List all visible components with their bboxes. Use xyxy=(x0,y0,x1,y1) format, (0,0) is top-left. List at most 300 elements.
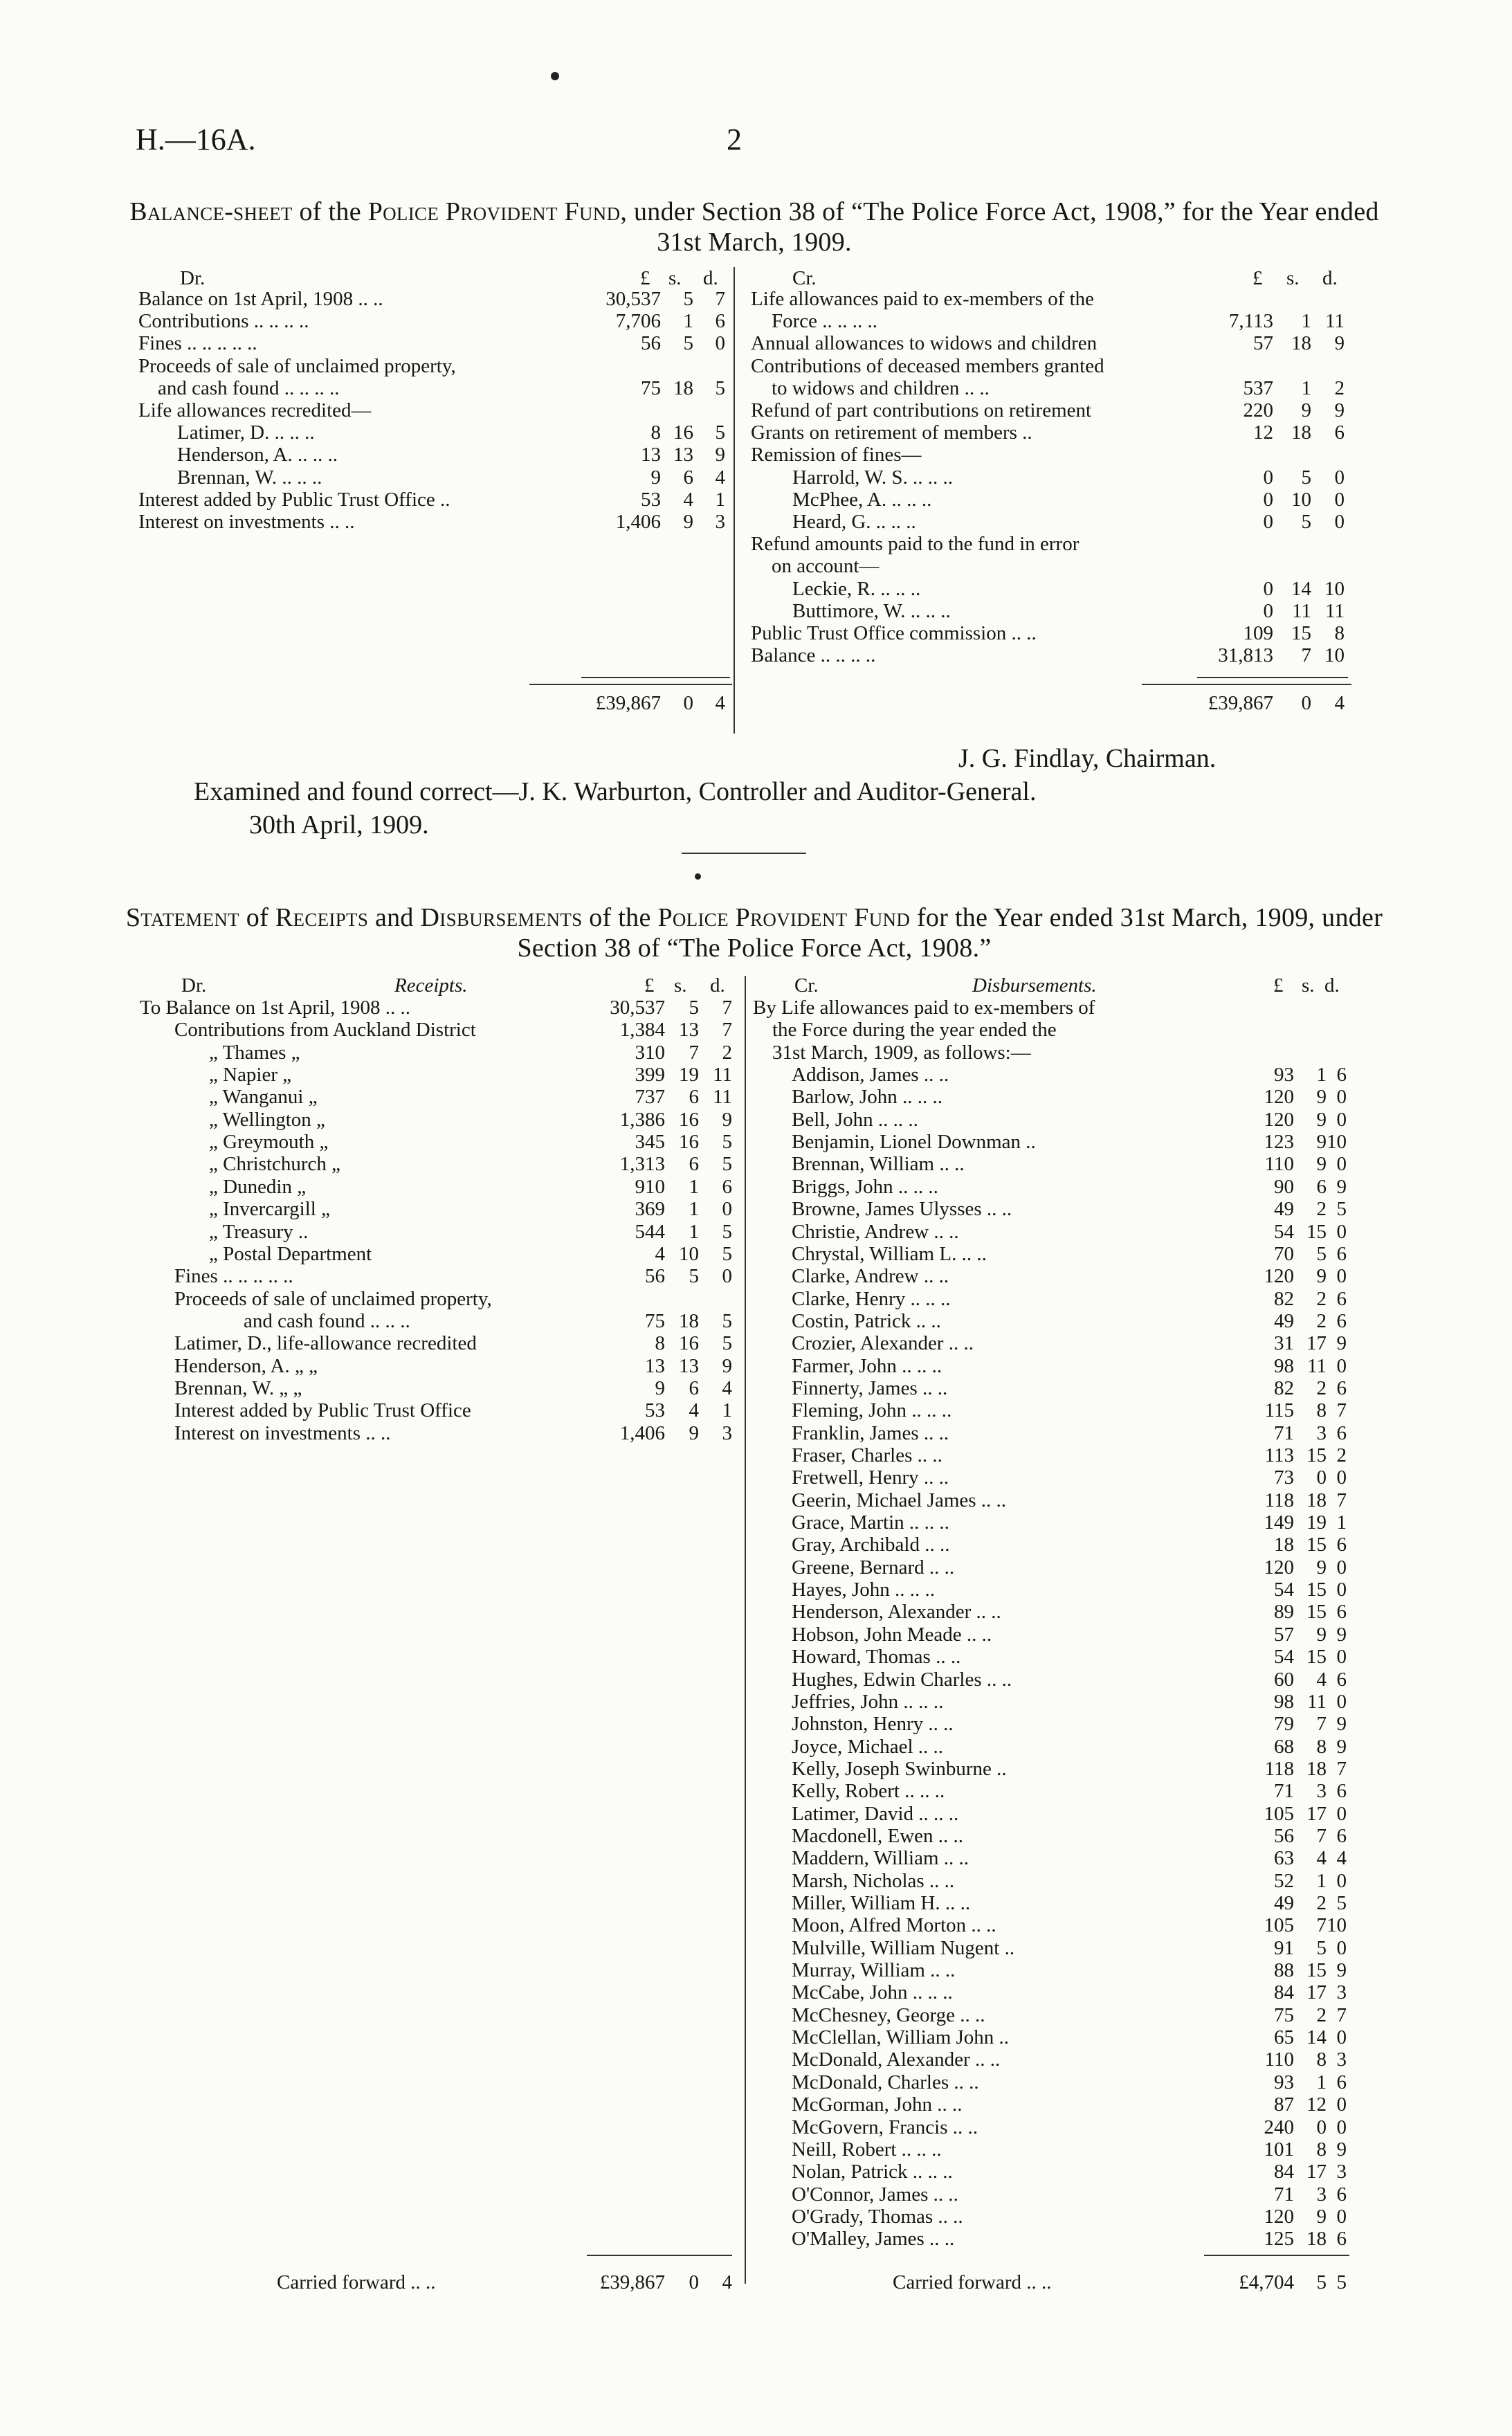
amount-shillings: 1 xyxy=(689,1220,699,1243)
amount-shillings: 9 xyxy=(683,511,693,533)
row-label: Latimer, D. .. .. .. xyxy=(177,421,315,444)
balance-sheet-title xyxy=(111,197,1398,257)
amount-pounds: 49 xyxy=(1274,1892,1294,1914)
amount-shillings: 19 xyxy=(679,1064,699,1087)
amount-shillings: 2 xyxy=(1316,1376,1327,1399)
amount-shillings: 11 xyxy=(1307,1354,1327,1377)
row-label: Brennan, W. .. .. .. xyxy=(177,466,322,489)
amount-pounds: 98 xyxy=(1274,1690,1294,1713)
amount-shillings: 8 xyxy=(1316,1735,1327,1758)
row-label: McCabe, John .. .. .. xyxy=(792,1981,953,2004)
ledger-row xyxy=(0,1176,1512,1198)
row-label: „ Invercargill „ xyxy=(209,1198,330,1221)
amount-pence: 9 xyxy=(1334,332,1345,355)
ledger-row xyxy=(0,1086,1512,1108)
row-label: Fleming, John .. .. .. xyxy=(792,1399,952,1422)
currency-pounds: £ xyxy=(640,267,650,289)
row-label: Johnston, Henry .. .. xyxy=(792,1713,954,1736)
amount-pence: 5 xyxy=(722,1153,732,1176)
amount-shillings: 4 xyxy=(683,488,693,511)
carried-forward-pence: 4 xyxy=(722,2271,732,2293)
amount-pounds: 71 xyxy=(1274,1421,1294,1444)
ledger-row xyxy=(0,377,1512,399)
row-label: McDonald, Charles .. .. xyxy=(792,2071,979,2093)
amount-pounds: 0 xyxy=(1263,488,1273,511)
amount-pence: 0 xyxy=(1336,1265,1347,1288)
amount-pounds: 105 xyxy=(1264,1802,1294,1825)
carried-forward-shillings: 5 xyxy=(1316,2271,1327,2293)
row-label: McClellan, William John .. xyxy=(792,2026,1010,2049)
row-label: McPhee, A. .. .. .. xyxy=(792,488,932,511)
amount-pence: 6 xyxy=(1336,2183,1347,2206)
row-label: Miller, William H. .. .. xyxy=(792,1892,971,1914)
amount-pence: 0 xyxy=(1334,488,1345,511)
amount-pence: 6 xyxy=(1334,421,1345,444)
amount-pounds: 105 xyxy=(1264,1914,1294,1937)
row-label: Harrold, W. S. .. .. .. xyxy=(792,466,953,489)
amount-pence: 6 xyxy=(1336,1824,1347,1847)
amount-pounds: 53 xyxy=(645,1399,665,1422)
amount-shillings: 11 xyxy=(1292,599,1311,622)
amount-pounds: 75 xyxy=(641,376,661,399)
amount-pounds: 113 xyxy=(1264,1444,1294,1466)
ledger-row xyxy=(0,1937,1512,1959)
amount-pence: 0 xyxy=(722,1265,732,1288)
amount-pounds: 369 xyxy=(635,1198,665,1221)
amount-shillings: 9 xyxy=(1316,1086,1327,1109)
carried-forward-shillings: 0 xyxy=(689,2271,699,2293)
row-label: Force .. .. .. .. xyxy=(772,310,878,333)
row-label: Fines .. .. .. .. .. xyxy=(138,332,257,355)
title-word: Balance-sheet xyxy=(129,197,293,226)
amount-pence: 5 xyxy=(722,1220,732,1243)
amount-pounds: 7,113 xyxy=(1228,310,1273,333)
ledger-row xyxy=(0,2093,1512,2116)
ledger-row xyxy=(0,1959,1512,1981)
ledger-row xyxy=(0,444,1512,466)
currency-pounds: £ xyxy=(1273,974,1284,997)
amount-pounds: 0 xyxy=(1263,599,1273,622)
amount-pence: 10 xyxy=(1327,1914,1347,1937)
title-word: and xyxy=(374,903,414,932)
amount-shillings: 17 xyxy=(1306,1802,1327,1825)
amount-shillings: 16 xyxy=(673,421,693,444)
amount-shillings: 4 xyxy=(1316,1668,1327,1691)
examined-statement: Examined and found correct—J. K. Warburton, Controller and Auditor-General. xyxy=(194,777,1037,806)
row-label: Farmer, John .. .. .. xyxy=(792,1354,942,1377)
currency-pence: d. xyxy=(703,267,718,289)
side-label: Cr. xyxy=(794,974,819,997)
amount-pence: 0 xyxy=(1336,1108,1347,1131)
row-label: McGovern, Francis .. .. xyxy=(792,2116,978,2138)
currency-shillings: s. xyxy=(668,267,682,289)
amount-shillings: 15 xyxy=(1306,1646,1327,1669)
chairman-signature: J. G. Findlay, Chairman. xyxy=(958,744,1217,773)
subtotal-rule xyxy=(587,2255,732,2256)
row-label: on account— xyxy=(772,555,880,578)
amount-pence: 3 xyxy=(715,511,725,533)
amount-pounds: 120 xyxy=(1264,1556,1294,1579)
amount-shillings: 3 xyxy=(1316,1780,1327,1803)
amount-shillings: 8 xyxy=(1316,2048,1327,2071)
ledger-row xyxy=(0,2071,1512,2093)
ledger-row xyxy=(0,2161,1512,2183)
amount-shillings: 14 xyxy=(1291,577,1311,600)
row-label: „ Wellington „ xyxy=(209,1108,325,1131)
title-word: of xyxy=(246,903,269,932)
amount-pence: 6 xyxy=(1336,1534,1347,1556)
title-word: , under Section 38 of “The Police Force Act, 1908,” for the Year ended 31st March, 1909. xyxy=(620,197,1379,257)
amount-shillings: 18 xyxy=(1306,1489,1327,1511)
amount-pounds: 220 xyxy=(1243,399,1273,421)
amount-pence: 0 xyxy=(722,1198,732,1221)
ledger-row xyxy=(0,1131,1512,1153)
row-label: „ Postal Department xyxy=(209,1242,372,1265)
amount-pence: 3 xyxy=(1336,2048,1347,2071)
row-label: Browne, James Ulysses .. .. xyxy=(792,1198,1012,1221)
amount-pence: 5 xyxy=(722,1242,732,1265)
row-label: Balance .. .. .. .. xyxy=(751,644,876,667)
amount-pence: 7 xyxy=(722,997,732,1019)
amount-pounds: 90 xyxy=(1274,1175,1294,1198)
ledger-row xyxy=(0,1355,1512,1377)
row-label: „ Dunedin „ xyxy=(209,1175,307,1198)
amount-pence: 0 xyxy=(1336,2205,1347,2228)
amount-pounds: 345 xyxy=(635,1131,665,1154)
amount-pence: 7 xyxy=(1336,1757,1347,1780)
amount-pounds: 49 xyxy=(1274,1309,1294,1332)
amount-pounds: 1,406 xyxy=(619,1421,665,1444)
amount-shillings: 17 xyxy=(1306,1981,1327,2004)
amount-shillings: 18 xyxy=(679,1309,699,1332)
amount-pounds: 84 xyxy=(1274,1981,1294,2004)
amount-pence: 5 xyxy=(722,1131,732,1154)
amount-pounds: 79 xyxy=(1274,1713,1294,1736)
amount-pence: 11 xyxy=(1325,599,1345,622)
amount-pounds: 68 xyxy=(1274,1735,1294,1758)
ledger-row xyxy=(0,1265,1512,1287)
amount-pounds: 12 xyxy=(1253,421,1273,444)
amount-pence: 6 xyxy=(1336,1309,1347,1332)
row-label: McGorman, John .. .. xyxy=(792,2093,963,2116)
currency-pence: d. xyxy=(1324,974,1340,997)
ledger-row xyxy=(0,533,1512,555)
examined-date: 30th April, 1909. xyxy=(249,810,429,839)
ledger-row xyxy=(0,997,1512,1019)
title-word: of the xyxy=(299,197,361,226)
amount-pounds: 537 xyxy=(1243,376,1273,399)
amount-shillings: 3 xyxy=(1316,2183,1327,2206)
row-label: Bell, John .. .. .. xyxy=(792,1108,918,1131)
ledger-row xyxy=(0,1892,1512,1914)
row-label: Greene, Bernard .. .. xyxy=(792,1556,955,1579)
amount-pounds: 56 xyxy=(645,1265,665,1288)
amount-shillings: 18 xyxy=(1306,1757,1327,1780)
section-divider xyxy=(682,853,806,854)
amount-pounds: 910 xyxy=(635,1175,665,1198)
row-label: Brennan, W. „ „ xyxy=(174,1376,302,1399)
ledger-row xyxy=(0,1713,1512,1735)
row-label: Contributions from Auckland District xyxy=(174,1019,476,1042)
row-label: Macdonell, Ewen .. .. xyxy=(792,1824,964,1847)
amount-shillings: 16 xyxy=(679,1332,699,1355)
amount-shillings: 5 xyxy=(689,997,699,1019)
amount-pence: 9 xyxy=(1334,399,1345,421)
amount-pounds: 118 xyxy=(1264,1757,1294,1780)
amount-pence: 9 xyxy=(1336,2138,1347,2161)
amount-pence: 1 xyxy=(722,1399,732,1422)
amount-shillings: 9 xyxy=(1316,1265,1327,1288)
row-label: Fretwell, Henry .. .. xyxy=(792,1466,949,1489)
amount-shillings: 15 xyxy=(1306,1601,1327,1624)
amount-shillings: 7 xyxy=(1316,1713,1327,1736)
amount-pence: 5 xyxy=(715,421,725,444)
top-dot xyxy=(551,72,559,80)
amount-pence: 6 xyxy=(1336,1287,1347,1310)
amount-pounds: 56 xyxy=(1274,1824,1294,1847)
amount-shillings: 15 xyxy=(1306,1220,1327,1243)
ledger-row xyxy=(0,1109,1512,1131)
row-label: 31st March, 1909, as follows:— xyxy=(772,1041,1031,1064)
row-label: Public Trust Office commission .. .. xyxy=(751,622,1037,644)
amount-pence: 10 xyxy=(1327,1131,1347,1154)
amount-shillings: 9 xyxy=(1316,2205,1327,2228)
total-rule xyxy=(1142,684,1351,685)
row-label: „ Napier „ xyxy=(209,1064,292,1087)
amount-pence: 6 xyxy=(722,1175,732,1198)
amount-shillings: 2 xyxy=(1316,1309,1327,1332)
amount-pounds: 1,384 xyxy=(619,1019,665,1042)
amount-shillings: 4 xyxy=(1316,1847,1327,1870)
amount-pounds: 71 xyxy=(1274,2183,1294,2206)
ledger-row xyxy=(0,1847,1512,1869)
ledger-row xyxy=(0,2138,1512,2161)
amount-shillings: 2 xyxy=(1316,2003,1327,2026)
ledger-row xyxy=(0,2004,1512,2026)
carried-forward-label: Carried forward .. .. xyxy=(893,2271,1052,2293)
ledger-row xyxy=(0,1377,1512,1399)
amount-shillings: 5 xyxy=(683,332,693,355)
amount-pounds: 120 xyxy=(1264,1108,1294,1131)
amount-pence: 11 xyxy=(713,1064,732,1087)
amount-shillings: 18 xyxy=(673,376,693,399)
amount-shillings: 5 xyxy=(689,1265,699,1288)
amount-shillings: 9 xyxy=(1301,399,1311,421)
row-label: Nolan, Patrick .. .. .. xyxy=(792,2161,953,2183)
ledger-row xyxy=(0,1489,1512,1511)
ledger-row xyxy=(0,1624,1512,1646)
row-label: Murray, William .. .. xyxy=(792,1959,956,1982)
carried-forward-label: Carried forward .. .. xyxy=(277,2271,436,2293)
row-label: Neill, Robert .. .. .. xyxy=(792,2138,942,2161)
amount-pence: 7 xyxy=(1336,1489,1347,1511)
amount-pounds: 115 xyxy=(1264,1399,1294,1422)
row-label: Mulville, William Nugent .. xyxy=(792,1936,1015,1959)
cr-total-pounds: £39,867 xyxy=(1208,692,1273,714)
title-word: of the xyxy=(589,903,651,932)
amount-pounds: 110 xyxy=(1264,1153,1294,1176)
row-label: Leckie, R. .. .. .. xyxy=(792,577,921,600)
ledger-row xyxy=(0,1243,1512,1265)
amount-pence: 6 xyxy=(1336,1668,1347,1691)
amount-pence: 0 xyxy=(1336,1646,1347,1669)
amount-pounds: 98 xyxy=(1274,1354,1294,1377)
row-label: McChesney, George .. .. xyxy=(792,2003,985,2026)
amount-pounds: 31,813 xyxy=(1218,644,1273,667)
ledger-row xyxy=(0,1870,1512,1892)
amount-shillings: 7 xyxy=(1301,644,1311,667)
row-label: Briggs, John .. .. .. xyxy=(792,1175,938,1198)
amount-shillings: 6 xyxy=(689,1376,699,1399)
ledger-row xyxy=(0,2206,1512,2228)
row-label: To Balance on 1st April, 1908 .. .. xyxy=(140,997,411,1019)
amount-pence: 6 xyxy=(715,310,725,333)
amount-shillings: 1 xyxy=(683,310,693,333)
amount-pence: 10 xyxy=(1324,644,1345,667)
amount-pounds: 149 xyxy=(1264,1511,1294,1534)
amount-shillings: 9 xyxy=(1316,1556,1327,1579)
ledger-row xyxy=(0,310,1512,332)
amount-pence: 2 xyxy=(722,1041,732,1064)
ledger-row xyxy=(0,1399,1512,1421)
amount-pounds: 65 xyxy=(1274,2026,1294,2049)
row-label: Marsh, Nicholas .. .. xyxy=(792,1869,955,1892)
amount-shillings: 17 xyxy=(1306,2161,1327,2183)
amount-pence: 5 xyxy=(722,1332,732,1355)
dr-total-pence: 4 xyxy=(715,692,725,714)
row-label: „ Greymouth „ xyxy=(209,1131,329,1154)
currency-shillings: s. xyxy=(1286,267,1300,289)
amount-shillings: 5 xyxy=(1301,511,1311,533)
amount-shillings: 0 xyxy=(1316,1466,1327,1489)
amount-pence: 11 xyxy=(713,1086,732,1109)
currency-pence: d. xyxy=(710,974,725,997)
amount-pence: 9 xyxy=(1336,1735,1347,1758)
amount-shillings: 5 xyxy=(1301,466,1311,489)
row-label: O'Grady, Thomas .. .. xyxy=(792,2205,963,2228)
ledger-row xyxy=(0,1288,1512,1310)
ledger-row xyxy=(0,622,1512,644)
amount-pence: 9 xyxy=(722,1354,732,1377)
amount-shillings: 10 xyxy=(1291,488,1311,511)
amount-pounds: 82 xyxy=(1274,1376,1294,1399)
amount-pence: 3 xyxy=(1336,2161,1347,2183)
row-label: Hughes, Edwin Charles .. .. xyxy=(792,1668,1012,1691)
ledger-row xyxy=(0,2026,1512,2048)
row-label: Gray, Archibald .. .. xyxy=(792,1534,950,1556)
amount-pounds: 120 xyxy=(1264,2205,1294,2228)
row-label: Buttimore, W. .. .. .. xyxy=(792,599,951,622)
amount-shillings: 5 xyxy=(683,288,693,310)
ledger-row xyxy=(0,2048,1512,2071)
title-word: for the Year ended 31st March, 1909, under Section 38 of “The Police Force Act, 1908.” xyxy=(517,903,1383,963)
amount-pounds: 0 xyxy=(1263,577,1273,600)
amount-pence: 0 xyxy=(1334,511,1345,533)
ledger-row xyxy=(0,1556,1512,1579)
amount-pounds: 737 xyxy=(635,1086,665,1109)
amount-pounds: 84 xyxy=(1274,2161,1294,2183)
amount-pence: 0 xyxy=(1336,1802,1347,1825)
amount-pounds: 310 xyxy=(635,1041,665,1064)
amount-pence: 0 xyxy=(1336,1466,1347,1489)
amount-pence: 9 xyxy=(1336,1959,1347,1982)
subtotal-rule xyxy=(581,677,730,678)
amount-shillings: 1 xyxy=(689,1198,699,1221)
amount-pounds: 73 xyxy=(1274,1466,1294,1489)
amount-pounds: 13 xyxy=(645,1354,665,1377)
amount-pounds: 13 xyxy=(641,444,661,466)
amount-pence: 0 xyxy=(1336,1086,1347,1109)
ledger-row xyxy=(0,1825,1512,1847)
amount-pounds: 9 xyxy=(650,466,661,489)
row-label: „ Wanganui „ xyxy=(209,1086,318,1109)
ledger-row xyxy=(0,578,1512,600)
row-label: Chrystal, William L. .. .. xyxy=(792,1242,987,1265)
amount-pence: 3 xyxy=(722,1421,732,1444)
amount-pounds: 7,706 xyxy=(615,310,661,333)
ledger-row xyxy=(0,1736,1512,1758)
row-label: Henderson, A. „ „ xyxy=(174,1354,318,1377)
amount-pence: 0 xyxy=(1336,1153,1347,1176)
subtotal-rule xyxy=(1204,2255,1349,2256)
amount-shillings: 9 xyxy=(1316,1108,1327,1131)
amount-pounds: 88 xyxy=(1274,1959,1294,1982)
row-label: Finnerty, James .. .. xyxy=(792,1376,948,1399)
row-label: McDonald, Alexander .. .. xyxy=(792,2048,1001,2071)
row-label: Refund amounts paid to the fund in error xyxy=(751,533,1080,556)
title-word: Receipts xyxy=(275,903,369,932)
amount-shillings: 6 xyxy=(683,466,693,489)
amount-pounds: 52 xyxy=(1274,1869,1294,1892)
amount-pounds: 4 xyxy=(655,1242,665,1265)
amount-pence: 0 xyxy=(1336,1556,1347,1579)
row-label: O'Malley, James .. .. xyxy=(792,2228,955,2251)
amount-pounds: 70 xyxy=(1274,1242,1294,1265)
row-label: Kelly, Joseph Swinburne .. xyxy=(792,1757,1007,1780)
amount-pence: 6 xyxy=(1336,2228,1347,2251)
ledger-row xyxy=(0,466,1512,489)
amount-pounds: 1,313 xyxy=(619,1153,665,1176)
amount-pence: 0 xyxy=(1336,1354,1347,1377)
amount-pounds: 1,406 xyxy=(615,511,661,533)
amount-pence: 9 xyxy=(722,1108,732,1131)
row-label: Life allowances paid to ex-members of the xyxy=(751,288,1095,310)
amount-shillings: 9 xyxy=(689,1421,699,1444)
amount-shillings: 14 xyxy=(1306,2026,1327,2049)
amount-pence: 0 xyxy=(1336,1579,1347,1601)
row-label: Hayes, John .. .. .. xyxy=(792,1579,936,1601)
amount-pounds: 30,537 xyxy=(610,997,665,1019)
amount-pounds: 0 xyxy=(1263,511,1273,533)
amount-shillings: 2 xyxy=(1316,1198,1327,1221)
amount-pounds: 89 xyxy=(1274,1601,1294,1624)
amount-pounds: 0 xyxy=(1263,466,1273,489)
ledger-row xyxy=(0,399,1512,421)
amount-shillings: 6 xyxy=(689,1086,699,1109)
amount-pounds: 54 xyxy=(1274,1579,1294,1601)
row-label: Howard, Thomas .. .. xyxy=(792,1646,961,1669)
currency-pence: d. xyxy=(1322,267,1338,289)
row-label: O'Connor, James .. .. xyxy=(792,2183,958,2206)
amount-pounds: 75 xyxy=(645,1309,665,1332)
amount-pounds: 57 xyxy=(1253,332,1273,355)
ledger-row xyxy=(0,1981,1512,2003)
amount-pence: 0 xyxy=(1336,1936,1347,1959)
amount-pounds: 110 xyxy=(1264,2048,1294,2071)
amount-pence: 6 xyxy=(1336,1421,1347,1444)
amount-pounds: 53 xyxy=(641,488,661,511)
currency-pounds: £ xyxy=(1253,267,1263,289)
